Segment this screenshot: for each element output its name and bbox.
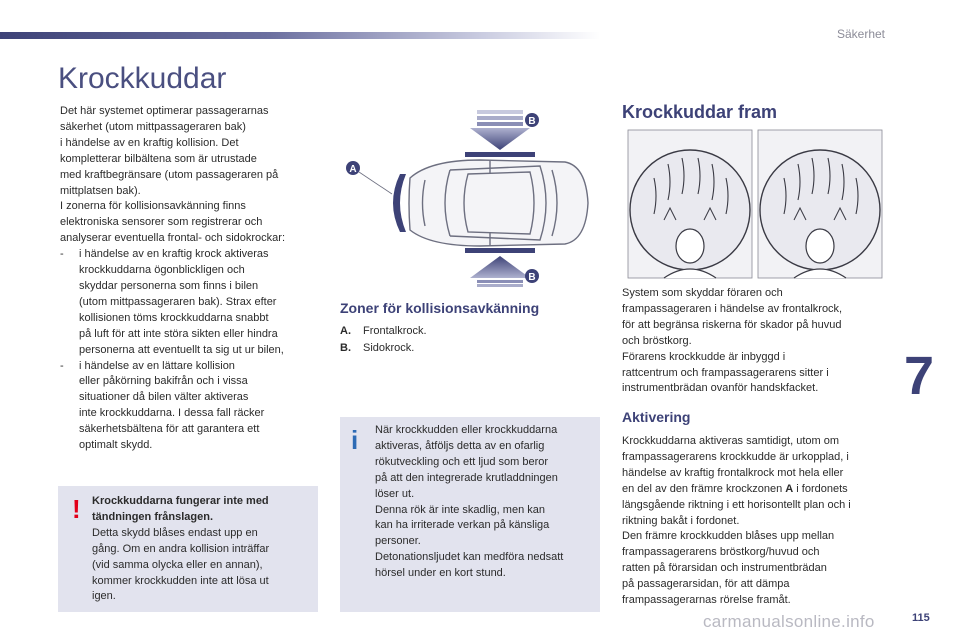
collision-zones-illustration [340, 108, 600, 288]
side-impact-arrow-top-icon [470, 110, 530, 150]
warning-text: Krockkuddarna fungerar inte med tändningen frånslagen. Detta skydd blåses endast upp en gång. Om en andra kollision inträffar (vid samma olycka eller en annan), kommer krockkudden inte att lösa ut igen. [92, 495, 270, 603]
side-impact-arrow-bottom-icon [470, 256, 530, 287]
intro-bullet: - i händelse av en lättare kollision eller påkörning bakifrån och i vissa situationer då bilen välter aktiveras inte krockkuddarna. I dessa fall räcker säkerhetsbältena för att garantera ett optimalt skydd. [60, 359, 265, 452]
warning-box [58, 486, 318, 612]
intro-paragraph-1: Det här systemet optimerar passagerarnas säkerhet (utom mittpassageraren bak) i händelse av en kraftig kollision. Det kompletterar bilbältena som är utrustade med kraftbegränsare (utom passageraren på mittplatsen bak). [60, 105, 279, 197]
front-airbags-text: System som skyddar föraren och frampassageraren i händelse av frontalkrock, för att begränsa riskerna för skador på huvud och bröstkorg. Förarens krockkudde är inbyggd i rattcentrum och frampassagerarens sitter i instrumentbrädan ovanför handskfacket. [622, 287, 843, 395]
side-zone-bottom [465, 248, 535, 253]
side-zone-top [465, 152, 535, 157]
page-title: Krockkuddar [58, 62, 227, 95]
front-airbags-heading: Krockkuddar fram [622, 102, 778, 122]
car-top-view [409, 160, 588, 246]
svg-text:A: A [349, 164, 357, 175]
watermark: carmanualsonline.info [703, 612, 875, 631]
intro-text [60, 104, 318, 454]
header-gradient-bar [0, 32, 600, 39]
passenger-airbag-icon [758, 130, 882, 278]
zone-label-b-top-badge [525, 113, 539, 127]
page-number: 115 [912, 612, 930, 624]
svg-text:B: B [528, 116, 536, 127]
front-zone [393, 174, 406, 232]
list-item: B. Sidokrock. [340, 342, 415, 354]
intro-bullet: - i händelse av en kraftig krock aktiveras krockkuddarna ögonblickligen och skyddar personerna som finns i bilen (utom mittpassageraren bak). Strax efter kollisionen töms krockkuddarna snabbt på luft för att inte störa sikten eller hindra personerna att eventuellt ta sig ut ur bilen, [60, 248, 284, 356]
zone-label-a-badge [346, 161, 392, 194]
zones-list [340, 323, 427, 357]
list-item: A. Frontalkrock. [340, 325, 427, 337]
front-airbags-illustration [624, 128, 886, 280]
driver-airbag-icon [628, 130, 752, 278]
info-box [340, 417, 600, 612]
chapter-number: 7 [904, 346, 935, 406]
activation-text: Krockkuddarna aktiveras samtidigt, utom om frampassagerarens krockkudde är urkopplad, i händelse av kraftig frontalkrock mot hela eller en del av den främre krockzonen A i fordonets längsgående riktning i ett horisontellt plan och i riktning bakåt i fordonet. Den främre krockkudden blåses upp mellan frampassagerarens bröstkorg/huvud och ratten på förarsidan och instrumentbrädan på passagerarsidan, för att dämpa frampassagerarnas rörelse framåt. [622, 435, 851, 607]
svg-text:B: B [528, 272, 536, 283]
zones-heading: Zoner för kollisionsavkänning [340, 300, 540, 316]
intro-paragraph-2: I zonerna för kollisionsavkänning finns elektroniska sensorer som registrerar och analyserar eventuella frontal- och sidokrockar: [60, 200, 286, 245]
info-icon: i [351, 425, 359, 455]
warning-icon: ! [72, 494, 81, 524]
info-text: När krockkudden eller krockkuddarna aktiveras, åtföljs detta av en ofarlig rökutveckling och ett ljud som beror på att den integrerade krutladdningen löser ut. Denna rök är inte skadlig, men kan kan ha irriterade verkan på känsliga personer. Detonationsljudet kan medföra nedsatt hörsel under en kort stund. [375, 424, 564, 580]
section-label: Säkerhet [836, 27, 885, 41]
activation-heading: Aktivering [622, 409, 691, 425]
zone-label-b-bottom-badge [525, 269, 539, 283]
